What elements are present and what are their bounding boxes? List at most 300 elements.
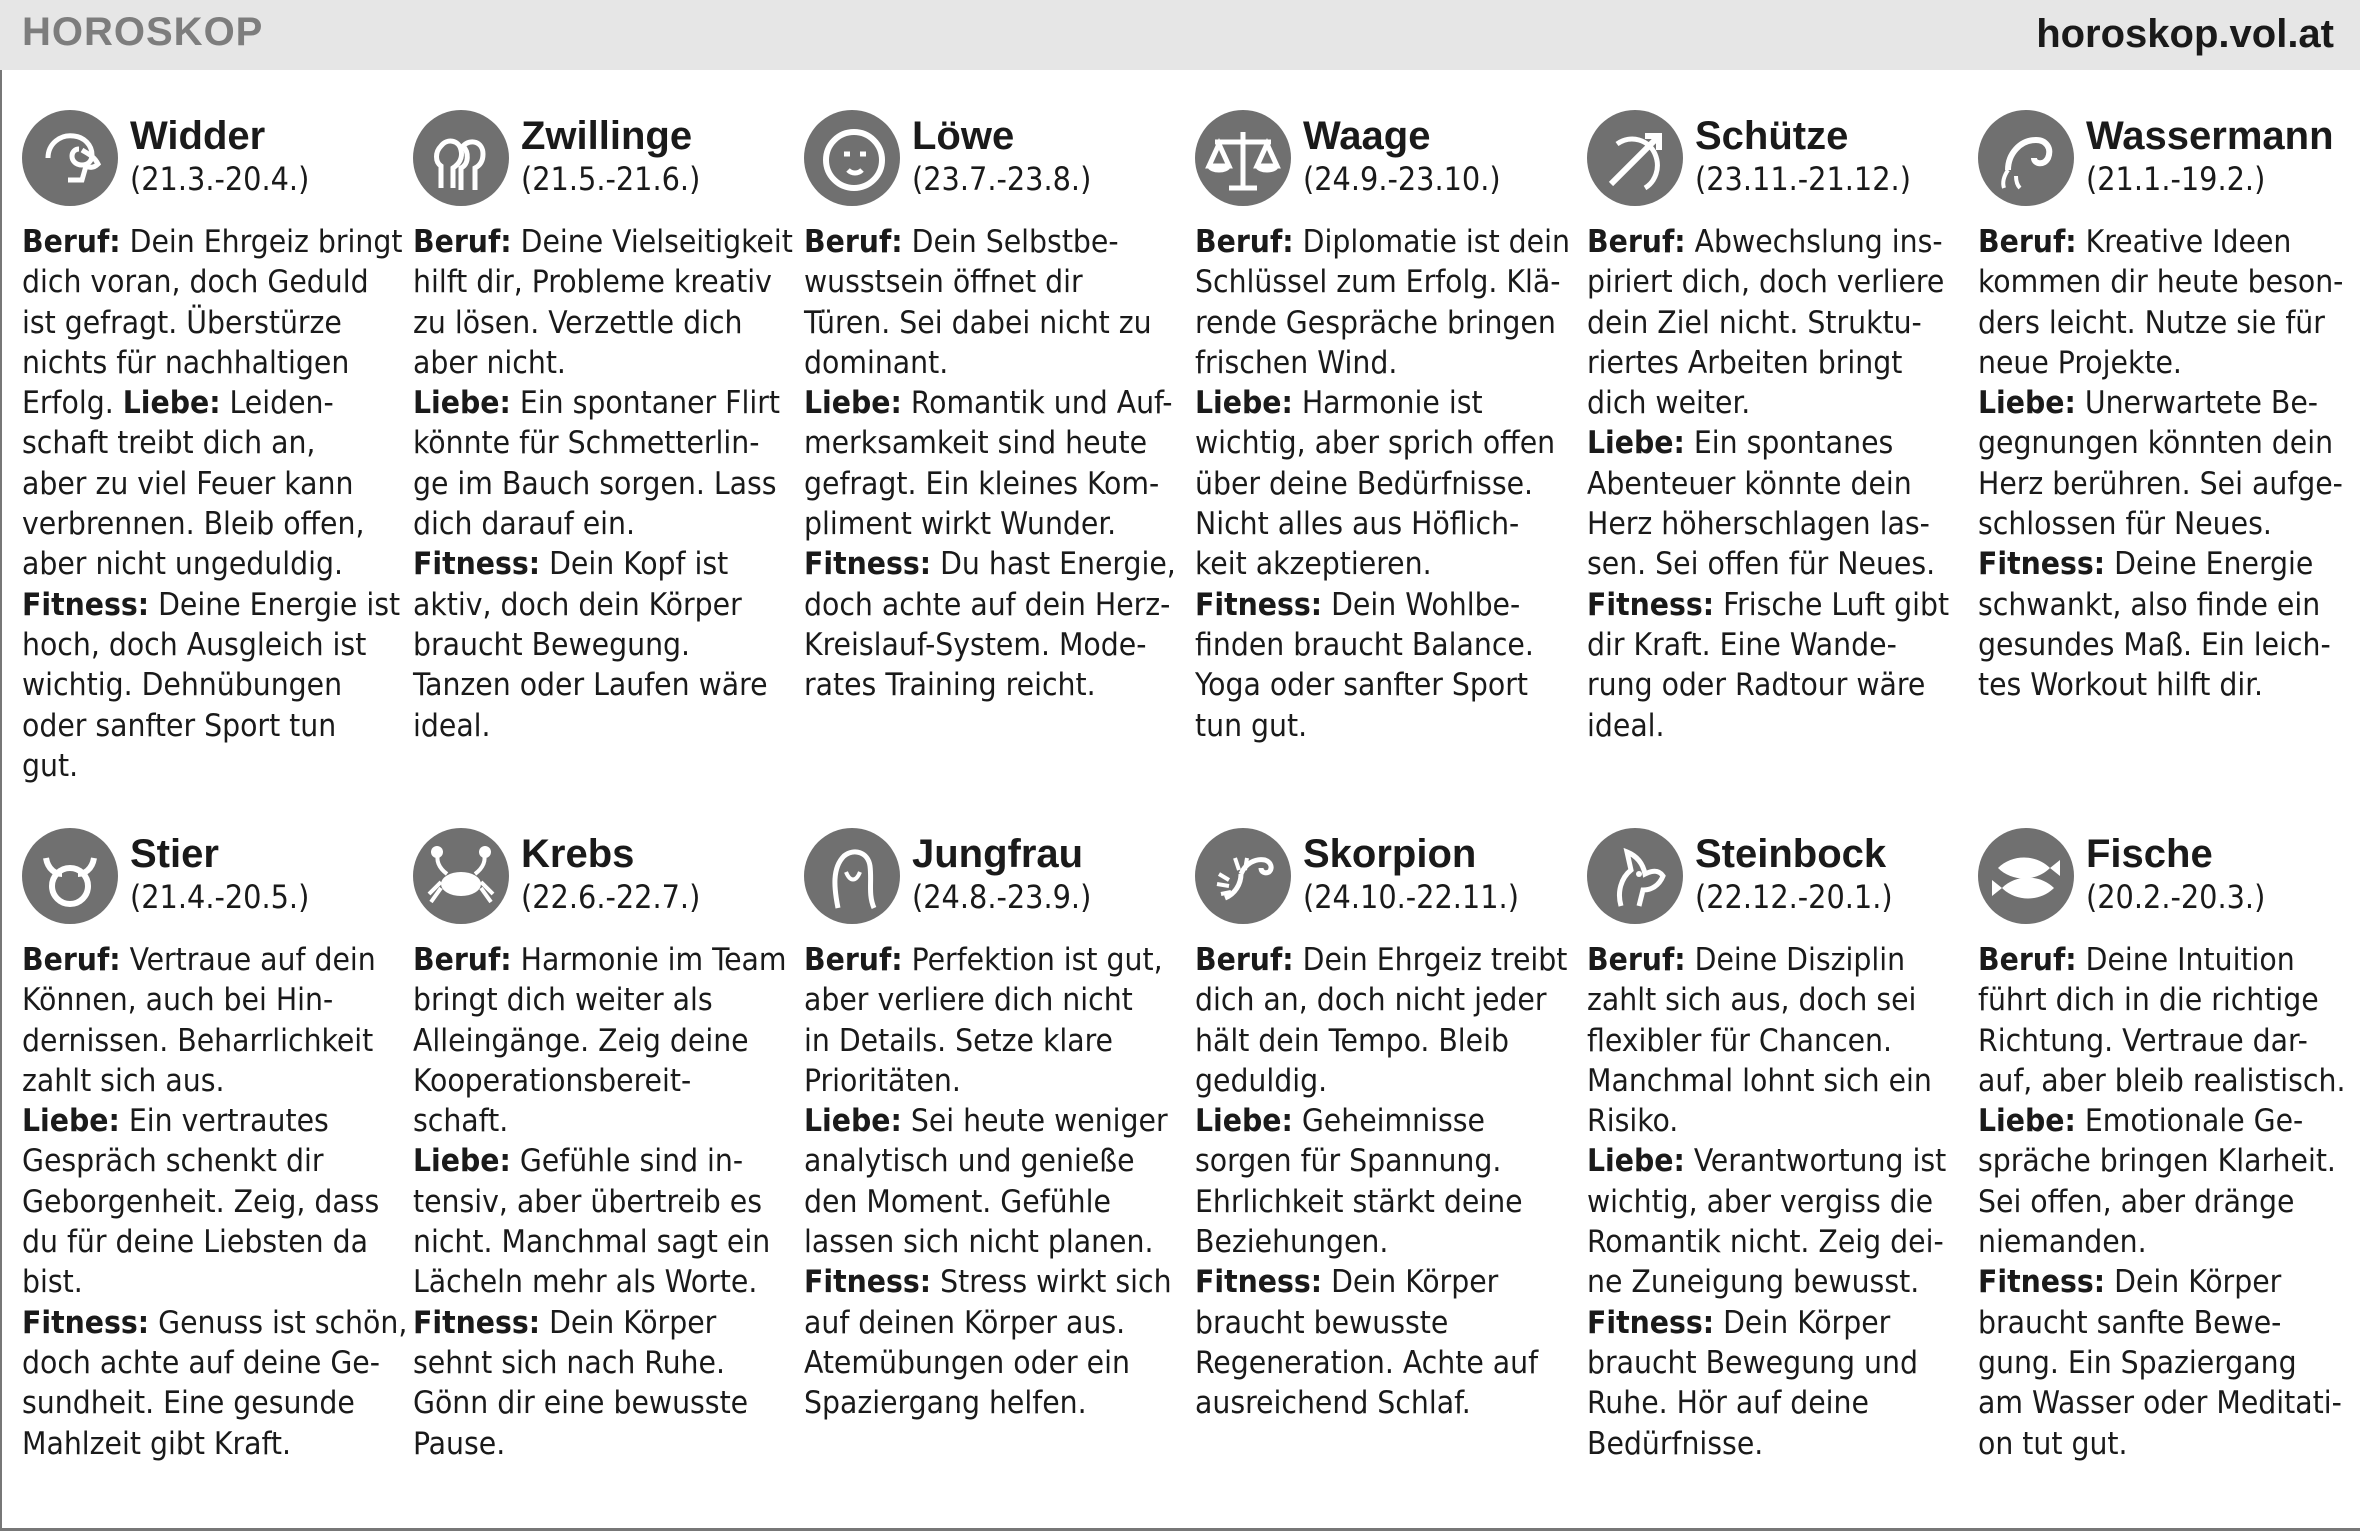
text-line bbox=[804, 1061, 1170, 1101]
text-line bbox=[1195, 1222, 1561, 1262]
text-line bbox=[1195, 423, 1561, 463]
line-text: zahlt sich aus. bbox=[22, 1062, 225, 1099]
category-label: Liebe: bbox=[804, 1103, 902, 1140]
line-text: Leiden- bbox=[220, 385, 334, 422]
line-text: oder sanfter Sport tun bbox=[22, 707, 337, 744]
line-text: Unerwartete Be- bbox=[2075, 385, 2319, 422]
text-line bbox=[413, 1141, 779, 1181]
sign-dates: (21.1.-19.2.) bbox=[2086, 160, 2266, 198]
category-label: Liebe: bbox=[1978, 1103, 2076, 1140]
text-line bbox=[1978, 262, 2344, 302]
line-text: Perfektion ist gut, bbox=[902, 942, 1163, 978]
category-label: Beruf: bbox=[1978, 942, 2077, 978]
line-text: Herz höherschlagen las- bbox=[1587, 506, 1930, 543]
text-line bbox=[1195, 940, 1568, 980]
text-line bbox=[22, 585, 401, 625]
line-text: Mahlzeit gibt Kraft. bbox=[22, 1425, 292, 1462]
line-text: braucht bewusste bbox=[1195, 1304, 1449, 1341]
line-text: zahlt sich aus, doch sei bbox=[1587, 982, 1917, 1019]
text-line bbox=[1978, 1222, 2344, 1262]
category-label: Beruf: bbox=[1587, 224, 1686, 260]
line-text: neue Projekte. bbox=[1978, 344, 2182, 381]
text-line bbox=[22, 222, 403, 262]
horoscope-text bbox=[1978, 222, 2344, 706]
text-line bbox=[413, 1343, 779, 1383]
text-line bbox=[1978, 1021, 2344, 1061]
twins-icon bbox=[413, 110, 509, 206]
sign-name: Widder bbox=[130, 114, 266, 158]
text-line bbox=[804, 423, 1170, 463]
line-text: Deine Disziplin bbox=[1685, 942, 1906, 978]
text-line bbox=[1587, 1343, 1953, 1383]
text-line bbox=[804, 1262, 1170, 1302]
site-url: horoskop.vol.at bbox=[2036, 12, 2334, 56]
line-text: spräche bringen Klarheit. bbox=[1978, 1143, 2336, 1180]
line-text: nicht. Manchmal sagt ein bbox=[413, 1224, 771, 1261]
category-label: Beruf: bbox=[22, 942, 121, 978]
text-line bbox=[413, 303, 779, 343]
line-text: Yoga oder sanfter Sport bbox=[1195, 667, 1528, 704]
line-text: keit akzeptieren. bbox=[1195, 546, 1432, 583]
line-text: schaft. bbox=[413, 1103, 509, 1140]
sign-name: Löwe bbox=[912, 114, 1015, 158]
water-bearer-icon bbox=[1978, 110, 2074, 206]
text-line bbox=[22, 746, 388, 786]
sign-name: Zwillinge bbox=[521, 114, 693, 158]
line-text: über deine Bedürfnisse. bbox=[1195, 465, 1534, 502]
text-line bbox=[22, 940, 388, 980]
line-text: aber verliere dich nicht bbox=[804, 982, 1133, 1019]
line-text: dich darauf ein. bbox=[413, 506, 635, 543]
line-text: gesundes Maß. Ein leich- bbox=[1978, 626, 2331, 663]
sign-dates: (21.5.-21.6.) bbox=[521, 160, 701, 198]
line-text: aber zu viel Feuer kann bbox=[22, 465, 354, 502]
sign-dates: (24.10.-22.11.) bbox=[1303, 878, 1519, 916]
line-text: Ehrlichkeit stärkt deine bbox=[1195, 1183, 1523, 1220]
line-text: nichts für nachhaltigen bbox=[22, 344, 350, 381]
virgin-icon bbox=[804, 828, 900, 924]
line-prefix: Erfolg. bbox=[22, 385, 123, 422]
line-text: Können, auch bei Hin- bbox=[22, 982, 334, 1019]
text-line bbox=[1195, 1061, 1561, 1101]
text-line bbox=[413, 1222, 779, 1262]
line-text: Risiko. bbox=[1587, 1103, 1679, 1140]
category-label: Beruf: bbox=[1195, 224, 1294, 260]
text-line bbox=[413, 423, 779, 463]
line-text: hält dein Tempo. Bleib bbox=[1195, 1022, 1509, 1059]
line-text: ist gefragt. Überstürze bbox=[22, 304, 342, 341]
text-line bbox=[413, 222, 793, 262]
text-line bbox=[1978, 222, 2344, 262]
line-text: lassen sich nicht planen. bbox=[804, 1224, 1154, 1261]
text-line bbox=[22, 706, 388, 746]
sign-name: Wassermann bbox=[2086, 114, 2334, 158]
category-label: Fitness: bbox=[22, 586, 150, 623]
text-line bbox=[804, 504, 1170, 544]
line-text: auf, aber bleib realistisch. bbox=[1978, 1062, 2346, 1099]
line-text: Prioritäten. bbox=[804, 1062, 961, 1099]
line-text: bringt dich weiter als bbox=[413, 982, 713, 1019]
line-text: Kreative Ideen bbox=[2076, 224, 2292, 260]
sign-name: Stier bbox=[130, 832, 219, 876]
text-line bbox=[22, 1222, 388, 1262]
text-line bbox=[22, 1061, 388, 1101]
text-line bbox=[1587, 585, 1953, 625]
text-line bbox=[1195, 544, 1561, 584]
text-line bbox=[804, 585, 1170, 625]
line-text: Kooperationsbereit- bbox=[413, 1062, 692, 1099]
line-text: Emotionale Ge- bbox=[2075, 1103, 2304, 1140]
text-line bbox=[413, 1061, 779, 1101]
line-text: dominant. bbox=[804, 344, 949, 381]
section-title: HOROSKOP bbox=[22, 10, 264, 54]
category-label: Fitness: bbox=[804, 546, 932, 583]
line-text: führt dich in die richtige bbox=[1978, 982, 2319, 1019]
text-line bbox=[804, 1141, 1170, 1181]
text-line bbox=[413, 262, 779, 302]
line-text: analytisch und genieße bbox=[804, 1143, 1135, 1180]
line-text: schaft treibt dich an, bbox=[22, 425, 316, 462]
category-label: Fitness: bbox=[804, 1264, 932, 1301]
line-text: Dein Körper bbox=[540, 1304, 717, 1341]
line-text: Gefühle sind in- bbox=[510, 1143, 744, 1180]
text-line bbox=[804, 1182, 1170, 1222]
line-text: sorgen für Spannung. bbox=[1195, 1143, 1502, 1180]
line-text: ideal. bbox=[413, 707, 491, 744]
line-text: Dein Körper bbox=[1714, 1304, 1891, 1341]
category-label: Beruf: bbox=[413, 942, 512, 978]
line-text: hoch, doch Ausgleich ist bbox=[22, 626, 367, 663]
text-line bbox=[1587, 544, 1953, 584]
sign-dates: (21.3.-20.4.) bbox=[130, 160, 310, 198]
text-line bbox=[804, 544, 1176, 584]
line-text: doch achte auf dein Herz- bbox=[804, 586, 1171, 623]
text-line bbox=[22, 1182, 388, 1222]
line-text: Nicht alles aus Höflich- bbox=[1195, 506, 1520, 543]
line-text: Gespräch schenkt dir bbox=[22, 1143, 324, 1180]
text-line bbox=[413, 665, 779, 705]
text-line bbox=[22, 1141, 388, 1181]
line-text: dich an, doch nicht jeder bbox=[1195, 982, 1547, 1019]
line-text: verbrennen. Bleib offen, bbox=[22, 506, 365, 543]
text-line bbox=[1978, 544, 2344, 584]
category-label: Fitness: bbox=[1195, 1264, 1323, 1301]
sign-dates: (21.4.-20.5.) bbox=[130, 878, 310, 916]
horoscope-text bbox=[22, 222, 403, 786]
text-line bbox=[413, 1182, 779, 1222]
text-line bbox=[1195, 303, 1561, 343]
line-text: rende Gespräche bringen bbox=[1195, 304, 1556, 341]
text-line bbox=[413, 1424, 779, 1464]
horoscope-text bbox=[1195, 940, 1568, 1424]
line-text: könnte für Schmetterlin- bbox=[413, 425, 760, 462]
horoscope-text bbox=[804, 940, 1170, 1424]
text-line bbox=[1195, 706, 1561, 746]
line-text: tun gut. bbox=[1195, 707, 1308, 744]
line-text: auf deinen Körper aus. bbox=[804, 1304, 1126, 1341]
line-text: Dein Wohlbe- bbox=[1322, 586, 1521, 623]
text-line bbox=[413, 1303, 779, 1343]
bow-arrow-icon bbox=[1587, 110, 1683, 206]
text-line bbox=[1587, 1021, 1953, 1061]
line-text: Richtung. Vertraue dar- bbox=[1978, 1022, 2308, 1059]
text-line bbox=[22, 343, 388, 383]
line-text: dich weiter. bbox=[1587, 385, 1751, 422]
horoscope-text bbox=[1978, 940, 2344, 1464]
line-text: Alleingänge. Zeig deine bbox=[413, 1022, 749, 1059]
category-label: Liebe: bbox=[1587, 425, 1685, 462]
text-line bbox=[413, 504, 779, 544]
line-text: Dein Ehrgeiz treibt bbox=[1293, 942, 1568, 978]
sign-dates: (23.7.-23.8.) bbox=[912, 160, 1092, 198]
text-line bbox=[413, 1101, 779, 1141]
line-text: Dein Ehrgeiz bringt bbox=[120, 224, 403, 260]
text-line bbox=[1978, 1262, 2344, 1302]
text-line bbox=[1978, 504, 2344, 544]
line-text: Romantik und Auf- bbox=[901, 385, 1173, 422]
line-text: Du hast Energie, bbox=[931, 546, 1176, 583]
text-line bbox=[1587, 423, 1953, 463]
category-label: Fitness: bbox=[413, 1304, 541, 1341]
category-label: Liebe: bbox=[1978, 385, 2076, 422]
line-text: finden braucht Balance. bbox=[1195, 626, 1534, 663]
line-text: du für deine Liebsten da bbox=[22, 1224, 368, 1261]
sign-name: Skorpion bbox=[1303, 832, 1477, 876]
scales-icon bbox=[1195, 110, 1291, 206]
text-line bbox=[1978, 303, 2344, 343]
text-line bbox=[1978, 940, 2344, 980]
text-line bbox=[1587, 343, 1953, 383]
line-text: Regeneration. Achte auf bbox=[1195, 1344, 1539, 1381]
line-text: wichtig, aber vergiss die bbox=[1587, 1183, 1934, 1220]
line-text: Sei heute weniger bbox=[901, 1103, 1168, 1140]
horoscope-text bbox=[413, 222, 793, 746]
text-line bbox=[804, 980, 1170, 1020]
line-text: tensiv, aber übertreib es bbox=[413, 1183, 762, 1220]
text-line bbox=[1978, 1383, 2344, 1423]
text-line bbox=[1195, 383, 1561, 423]
sign-dates: (24.8.-23.9.) bbox=[912, 878, 1092, 916]
category-label: Beruf: bbox=[804, 942, 903, 978]
text-line bbox=[1587, 383, 1953, 423]
line-text: wichtig, aber sprich offen bbox=[1195, 425, 1556, 462]
category-label: Beruf: bbox=[804, 224, 903, 260]
category-label: Liebe: bbox=[804, 385, 902, 422]
line-text: tes Workout hilft dir. bbox=[1978, 667, 2264, 704]
text-line bbox=[413, 1262, 779, 1302]
line-text: ausreichend Schlaf. bbox=[1195, 1385, 1471, 1422]
text-line bbox=[1195, 1262, 1561, 1302]
text-line bbox=[413, 980, 779, 1020]
category-label: Liebe: bbox=[1587, 1143, 1685, 1180]
ram-icon bbox=[22, 110, 118, 206]
text-line bbox=[1587, 222, 1953, 262]
text-line bbox=[1978, 1343, 2344, 1383]
horoscope-text bbox=[1195, 222, 1570, 746]
line-text: Genuss ist schön, bbox=[149, 1304, 408, 1341]
text-line bbox=[22, 262, 388, 302]
line-text: gung. Ein Spaziergang bbox=[1978, 1344, 2297, 1381]
text-line bbox=[1587, 940, 1953, 980]
line-text: Lächeln mehr als Worte. bbox=[413, 1264, 758, 1301]
text-line bbox=[1195, 262, 1561, 302]
horoscope-text bbox=[413, 940, 787, 1464]
line-text: Deine Energie ist bbox=[149, 586, 401, 623]
category-label: Fitness: bbox=[1978, 1264, 2106, 1301]
line-text: dein Ziel nicht. Struktu- bbox=[1587, 304, 1922, 341]
text-line bbox=[1195, 1141, 1561, 1181]
category-label: Fitness: bbox=[1587, 1304, 1715, 1341]
line-text: Gönn dir eine bewusste bbox=[413, 1385, 749, 1422]
line-text: aber nicht ungeduldig. bbox=[22, 546, 343, 583]
line-text: frischen Wind. bbox=[1195, 344, 1398, 381]
line-text: wusstsein öffnet dir bbox=[804, 264, 1083, 301]
line-text: Geborgenheit. Zeig, dass bbox=[22, 1183, 380, 1220]
text-line bbox=[1195, 980, 1561, 1020]
text-line bbox=[1978, 1182, 2344, 1222]
text-line bbox=[1587, 980, 1953, 1020]
text-line bbox=[1195, 1101, 1561, 1141]
line-text: schwankt, also finde ein bbox=[1978, 586, 2321, 623]
line-text: Dein Kopf ist bbox=[540, 546, 729, 583]
line-text: Ein vertrautes bbox=[119, 1103, 329, 1140]
text-line bbox=[22, 1424, 388, 1464]
line-text: Diplomatie ist dein bbox=[1293, 224, 1570, 260]
line-text: Harmonie ist bbox=[1292, 385, 1483, 422]
line-text: aktiv, doch dein Körper bbox=[413, 586, 742, 623]
line-text: Atemübungen oder ein bbox=[804, 1344, 1130, 1381]
sign-dates: (22.12.-20.1.) bbox=[1695, 878, 1893, 916]
line-text: pliment wirkt Wunder. bbox=[804, 506, 1117, 543]
text-line bbox=[1587, 262, 1953, 302]
text-line bbox=[1587, 1383, 1953, 1423]
category-label: Liebe: bbox=[413, 1143, 511, 1180]
text-line bbox=[804, 1383, 1170, 1423]
text-line bbox=[22, 980, 388, 1020]
category-label: Liebe: bbox=[1195, 1103, 1293, 1140]
sign-name: Krebs bbox=[521, 832, 635, 876]
text-line bbox=[1195, 1021, 1561, 1061]
text-line bbox=[22, 1262, 388, 1302]
text-line bbox=[1587, 1262, 1953, 1302]
goat-icon bbox=[1587, 828, 1683, 924]
text-line bbox=[22, 1303, 408, 1343]
category-label: Fitness: bbox=[1587, 586, 1715, 623]
line-text: gefragt. Ein kleines Kom- bbox=[804, 465, 1160, 502]
line-text: Sei offen, aber dränge bbox=[1978, 1183, 2295, 1220]
line-text: braucht sanfte Bewe- bbox=[1978, 1304, 2282, 1341]
line-text: ge im Bauch sorgen. Lass bbox=[413, 465, 777, 502]
line-text: Manchmal lohnt sich ein bbox=[1587, 1062, 1932, 1099]
text-line bbox=[413, 343, 779, 383]
line-text: Dein Körper bbox=[1322, 1264, 1499, 1301]
sign-dates: (22.6.-22.7.) bbox=[521, 878, 701, 916]
sign-name: Schütze bbox=[1695, 114, 1849, 158]
sign-dates: (24.9.-23.10.) bbox=[1303, 160, 1501, 198]
fish-icon bbox=[1978, 828, 2074, 924]
line-text: wichtig. Dehnübungen bbox=[22, 667, 343, 704]
text-line bbox=[1195, 464, 1561, 504]
line-text: ideal. bbox=[1587, 707, 1665, 744]
text-line bbox=[413, 585, 779, 625]
line-text: zu lösen. Verzettle dich bbox=[413, 304, 743, 341]
text-line bbox=[804, 940, 1170, 980]
line-text: rates Training reicht. bbox=[804, 667, 1096, 704]
line-text: niemanden. bbox=[1978, 1224, 2147, 1261]
text-line bbox=[1978, 980, 2344, 1020]
text-line bbox=[413, 544, 779, 584]
line-text: Herz berühren. Sei aufge- bbox=[1978, 465, 2343, 502]
line-text: Abenteuer könnte dein bbox=[1587, 465, 1912, 502]
text-line bbox=[804, 625, 1170, 665]
line-text: Ein spontaner Flirt bbox=[510, 385, 780, 422]
line-text: Dein Körper bbox=[2105, 1264, 2282, 1301]
text-line bbox=[1195, 665, 1561, 705]
text-line bbox=[1587, 464, 1953, 504]
text-line bbox=[22, 1383, 388, 1423]
line-text: kommen dir heute beson- bbox=[1978, 264, 2344, 301]
text-line bbox=[1978, 343, 2344, 383]
text-line bbox=[1978, 464, 2344, 504]
line-text: hilft dir, Probleme kreativ bbox=[413, 264, 772, 301]
text-line bbox=[804, 262, 1170, 302]
text-line bbox=[1978, 1101, 2344, 1141]
line-text: Harmonie im Team bbox=[511, 942, 787, 978]
text-line bbox=[413, 1021, 779, 1061]
text-line bbox=[22, 1101, 388, 1141]
category-label: Beruf: bbox=[1978, 224, 2077, 260]
text-line bbox=[1978, 383, 2344, 423]
line-text: sen. Sei offen für Neues. bbox=[1587, 546, 1936, 583]
text-line bbox=[804, 1222, 1170, 1262]
text-line bbox=[1195, 1303, 1561, 1343]
text-line bbox=[22, 504, 388, 544]
text-line bbox=[1587, 665, 1953, 705]
text-line bbox=[1978, 423, 2344, 463]
line-text: merksamkeit sind heute bbox=[804, 425, 1148, 462]
text-line bbox=[1978, 585, 2344, 625]
line-text: Bedürfnisse. bbox=[1587, 1425, 1764, 1462]
text-line bbox=[804, 1343, 1170, 1383]
text-line bbox=[1195, 222, 1570, 262]
text-line bbox=[22, 303, 388, 343]
text-line bbox=[413, 464, 779, 504]
text-line bbox=[1587, 1101, 1953, 1141]
line-text: sehnt sich nach Ruhe. bbox=[413, 1344, 725, 1381]
text-line bbox=[22, 665, 388, 705]
line-text: am Wasser oder Meditati- bbox=[1978, 1385, 2342, 1422]
line-text: sundheit. Eine gesunde bbox=[22, 1385, 355, 1422]
horoscope-text bbox=[1587, 940, 1953, 1464]
text-line bbox=[804, 343, 1170, 383]
line-text: geduldig. bbox=[1195, 1062, 1328, 1099]
text-line bbox=[1195, 1343, 1561, 1383]
line-text: Geheimnisse bbox=[1292, 1103, 1485, 1140]
text-line bbox=[1587, 1182, 1953, 1222]
line-text: Stress wirkt sich bbox=[931, 1264, 1172, 1301]
category-label: Beruf: bbox=[1195, 942, 1294, 978]
text-line bbox=[1978, 1424, 2344, 1464]
line-text: Frische Luft gibt bbox=[1714, 586, 1950, 623]
text-line bbox=[413, 625, 779, 665]
sign-name: Steinbock bbox=[1695, 832, 1887, 876]
line-text: Pause. bbox=[413, 1425, 506, 1462]
text-line bbox=[1978, 625, 2344, 665]
horoscope-text bbox=[22, 940, 408, 1464]
sign-name: Jungfrau bbox=[912, 832, 1084, 876]
line-text: Verantwortung ist bbox=[1684, 1143, 1947, 1180]
line-text: Spaziergang helfen. bbox=[804, 1385, 1087, 1422]
